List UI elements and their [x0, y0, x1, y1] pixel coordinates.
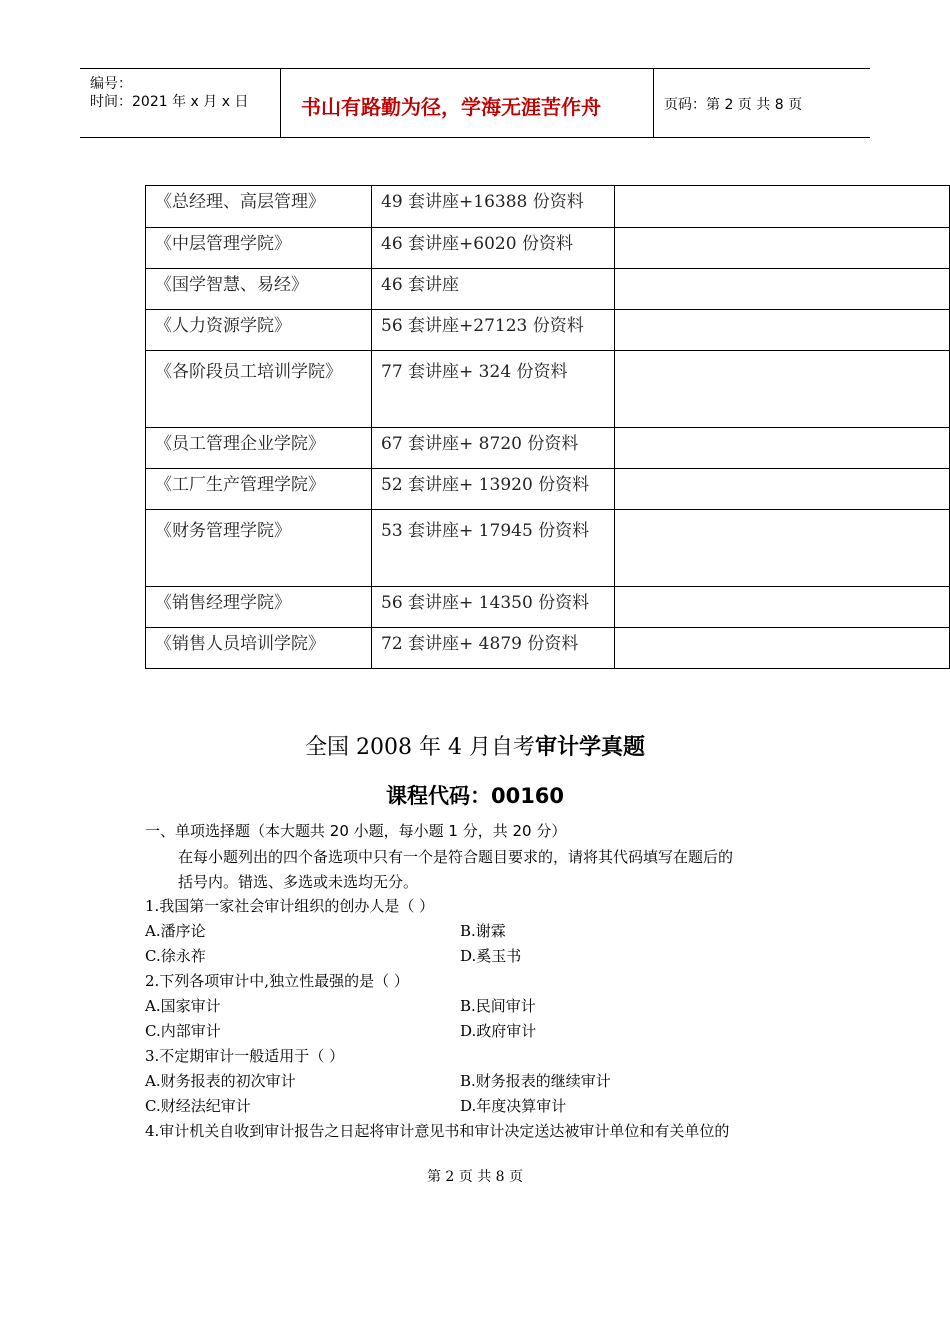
header-meta-cell — [80, 69, 281, 137]
motto: 书山有路勤为径，学海无涯苦作舟 — [301, 95, 601, 119]
resource-name: 《总经理、高层管理》 — [146, 186, 372, 228]
option-3b: B.财务报表的继续审计 — [460, 1072, 611, 1090]
option-1d: D.奚玉书 — [460, 947, 522, 965]
table-row — [146, 351, 950, 428]
resource-name: 《中层管理学院》 — [146, 228, 372, 269]
resource-note — [615, 510, 950, 587]
question-1: 1.我国第一家社会审计组织的创办人是（ ） — [145, 897, 435, 915]
resource-name: 《国学智慧、易经》 — [146, 269, 372, 310]
resource-name: 《人力资源学院》 — [146, 310, 372, 351]
resource-note — [615, 310, 950, 351]
resource-table — [145, 185, 950, 669]
exam-title — [0, 730, 950, 761]
resource-note — [615, 351, 950, 428]
question-2: 2.下列各项审计中,独立性最强的是（ ） — [145, 972, 409, 990]
exam-title-bold: 审计学真题 — [534, 735, 645, 760]
resource-content: 52 套讲座+ 13920 份资料 — [372, 469, 615, 510]
resource-note — [615, 186, 950, 228]
header-motto-cell — [281, 69, 654, 137]
option-2b: B.民间审计 — [460, 997, 536, 1015]
resource-content: 77 套讲座+ 324 份资料 — [372, 351, 615, 428]
option-1b: B.谢霖 — [460, 922, 506, 940]
header-page-cell — [654, 69, 870, 137]
resource-name: 《各阶段员工培训学院》 — [146, 351, 372, 428]
resource-note — [615, 587, 950, 628]
option-2a: A.国家审计 — [145, 997, 221, 1015]
option-3c: C.财经法纪审计 — [145, 1097, 251, 1115]
option-2c: C.内部审计 — [145, 1022, 221, 1040]
resource-note — [615, 628, 950, 669]
resource-content: 46 套讲座 — [372, 269, 615, 310]
option-1a: A.潘序论 — [145, 922, 206, 940]
exam-title-plain: 全国 2008 年 4 月自考 — [305, 735, 535, 760]
table-row — [146, 628, 950, 669]
time-label: 时间：2021 年 x 月 x 日 — [90, 94, 249, 110]
resource-name: 《销售人员培训学院》 — [146, 628, 372, 669]
option-2d: D.政府审计 — [460, 1022, 537, 1040]
table-row — [146, 510, 950, 587]
table-row — [146, 587, 950, 628]
resource-content: 49 套讲座+16388 份资料 — [372, 186, 615, 228]
table-row — [146, 269, 950, 310]
option-3a: A.财务报表的初次审计 — [145, 1072, 296, 1090]
option-1c: C.徐永祚 — [145, 947, 206, 965]
resource-note — [615, 428, 950, 469]
resource-note — [615, 469, 950, 510]
resource-note — [615, 228, 950, 269]
resource-content: 46 套讲座+6020 份资料 — [372, 228, 615, 269]
resource-name: 《销售经理学院》 — [146, 587, 372, 628]
question-4: 4.审计机关自收到审计报告之日起将审计意见书和审计决定送达被审计单位和有关单位的 — [145, 1122, 730, 1140]
section-heading: 一、单项选择题（本大题共 20 小题，每小题 1 分，共 20 分） — [145, 822, 567, 840]
table-row — [146, 310, 950, 351]
table-row — [146, 228, 950, 269]
course-code: 课程代码：00160 — [385, 784, 565, 808]
resource-name: 《员工管理企业学院》 — [146, 428, 372, 469]
resource-content: 72 套讲座+ 4879 份资料 — [372, 628, 615, 669]
table-row — [146, 186, 950, 228]
page-header — [80, 68, 870, 138]
resource-content: 56 套讲座+27123 份资料 — [372, 310, 615, 351]
page-footer: 第 2 页 共 8 页 — [426, 1169, 524, 1185]
table-row — [146, 428, 950, 469]
instructions-line2: 括号内。错选、多选或未选均无分。 — [178, 873, 419, 891]
page-info: 页码：第 2 页 共 8 页 — [664, 97, 803, 113]
question-3: 3.不定期审计一般适用于（ ） — [145, 1047, 345, 1065]
resource-content: 56 套讲座+ 14350 份资料 — [372, 587, 615, 628]
resource-name: 《财务管理学院》 — [146, 510, 372, 587]
instructions-line1: 在每小题列出的四个备选项中只有一个是符合题目要求的，请将其代码填写在题后的 — [178, 848, 734, 866]
resource-content: 67 套讲座+ 8720 份资料 — [372, 428, 615, 469]
table-row — [146, 469, 950, 510]
number-label: 编号： — [90, 76, 132, 92]
resource-name: 《工厂生产管理学院》 — [146, 469, 372, 510]
resource-note — [615, 269, 950, 310]
resource-content: 53 套讲座+ 17945 份资料 — [372, 510, 615, 587]
option-3d: D.年度决算审计 — [460, 1097, 567, 1115]
